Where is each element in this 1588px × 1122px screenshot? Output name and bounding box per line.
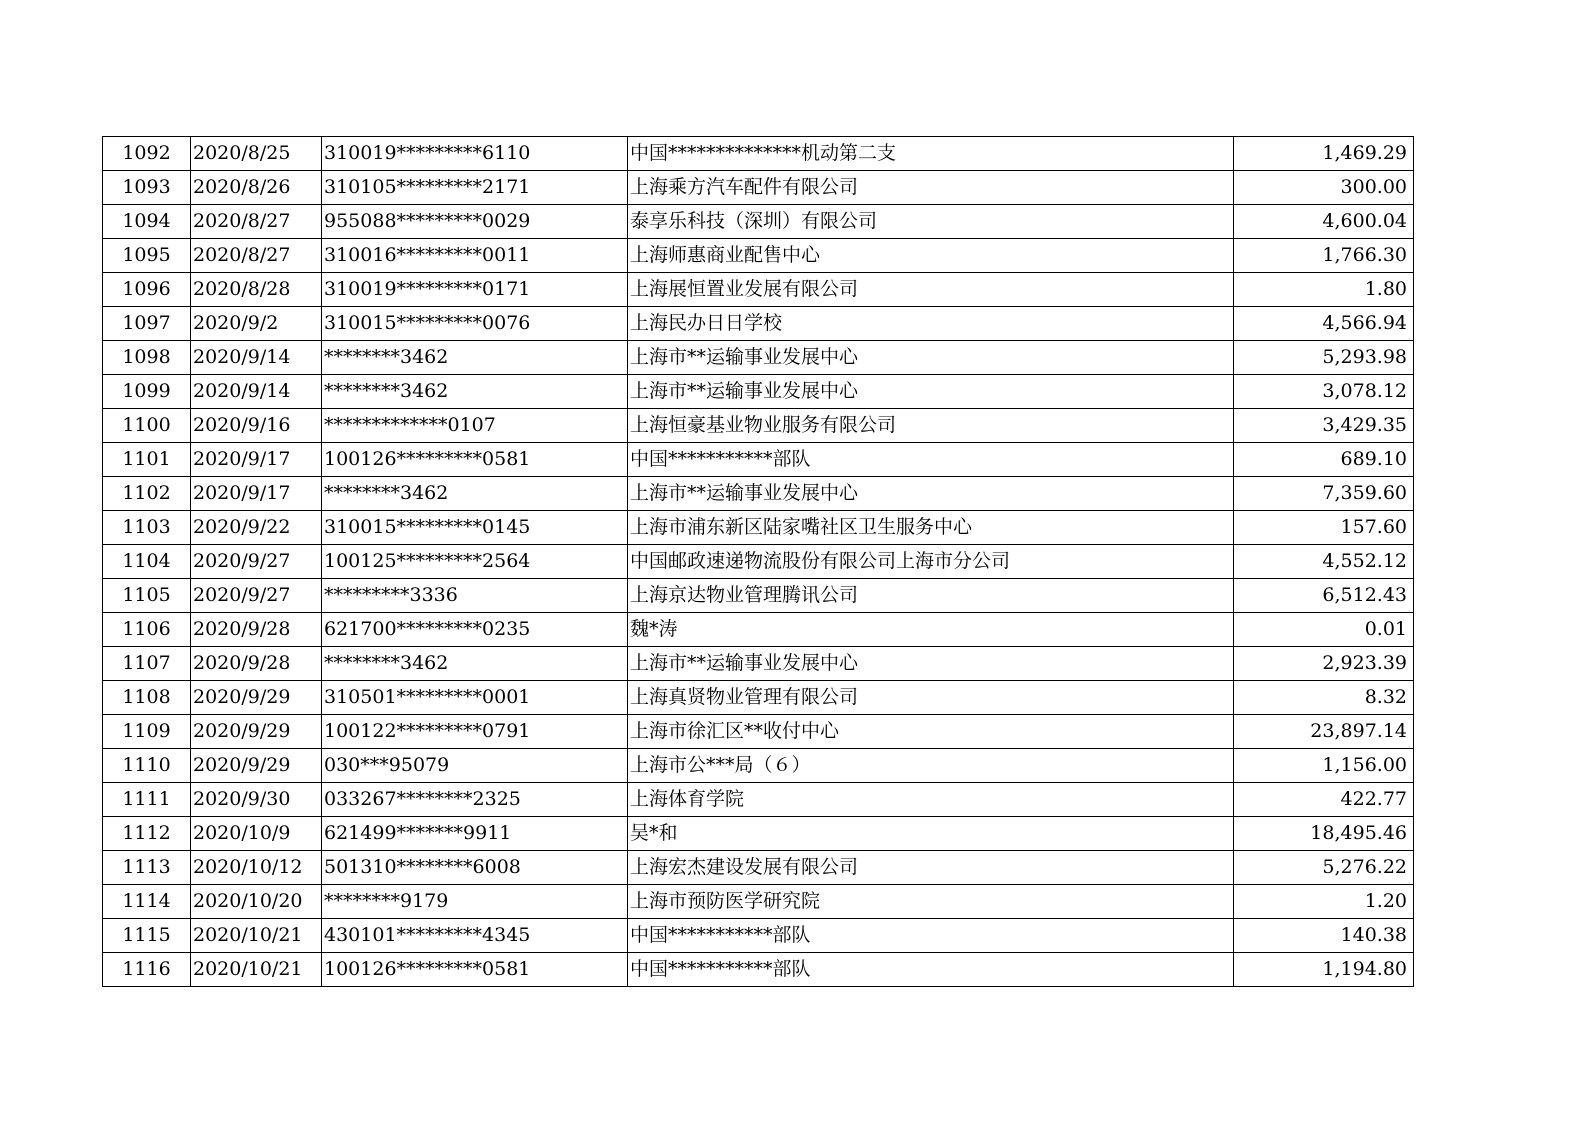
row-account: 621700*********0235 <box>322 613 628 647</box>
row-number: 1111 <box>103 783 191 817</box>
row-account: 310015*********0145 <box>322 511 628 545</box>
row-date: 2020/8/27 <box>191 205 322 239</box>
row-date: 2020/9/28 <box>191 613 322 647</box>
row-amount: 1,194.80 <box>1234 953 1414 987</box>
row-account: ********9179 <box>322 885 628 919</box>
row-date: 2020/9/29 <box>191 749 322 783</box>
row-payee: 上海市**运输事业发展中心 <box>628 477 1234 511</box>
row-account: 030***95079 <box>322 749 628 783</box>
row-payee: 上海师惠商业配售中心 <box>628 239 1234 273</box>
table-row <box>103 375 1414 409</box>
row-amount: 422.77 <box>1234 783 1414 817</box>
row-account: 033267********2325 <box>322 783 628 817</box>
row-payee: 中国**************机动第二支 <box>628 137 1234 171</box>
table-row <box>103 783 1414 817</box>
row-number: 1103 <box>103 511 191 545</box>
row-payee: 上海宏杰建设发展有限公司 <box>628 851 1234 885</box>
row-amount: 4,552.12 <box>1234 545 1414 579</box>
row-account: 310016*********0011 <box>322 239 628 273</box>
row-number: 1107 <box>103 647 191 681</box>
row-payee: 上海市预防医学研究院 <box>628 885 1234 919</box>
row-payee: 上海市**运输事业发展中心 <box>628 647 1234 681</box>
row-amount: 1,469.29 <box>1234 137 1414 171</box>
row-number: 1099 <box>103 375 191 409</box>
table-row <box>103 885 1414 919</box>
row-number: 1106 <box>103 613 191 647</box>
row-number: 1115 <box>103 919 191 953</box>
row-number: 1109 <box>103 715 191 749</box>
row-amount: 8.32 <box>1234 681 1414 715</box>
table-row <box>103 137 1414 171</box>
row-account: 310105*********2171 <box>322 171 628 205</box>
row-date: 2020/8/25 <box>191 137 322 171</box>
row-account: ********3462 <box>322 647 628 681</box>
table-row <box>103 205 1414 239</box>
row-number: 1092 <box>103 137 191 171</box>
table-row <box>103 749 1414 783</box>
row-date: 2020/10/9 <box>191 817 322 851</box>
table-row <box>103 273 1414 307</box>
row-account: 310019*********6110 <box>322 137 628 171</box>
row-number: 1096 <box>103 273 191 307</box>
table-row <box>103 307 1414 341</box>
table-row <box>103 715 1414 749</box>
row-amount: 3,429.35 <box>1234 409 1414 443</box>
table-row <box>103 171 1414 205</box>
row-account: 100122*********0791 <box>322 715 628 749</box>
row-amount: 4,600.04 <box>1234 205 1414 239</box>
row-account: 310015*********0076 <box>322 307 628 341</box>
row-payee: 中国***********部队 <box>628 443 1234 477</box>
row-amount: 1.20 <box>1234 885 1414 919</box>
table-row <box>103 443 1414 477</box>
row-number: 1100 <box>103 409 191 443</box>
row-amount: 1,766.30 <box>1234 239 1414 273</box>
row-payee: 上海市浦东新区陆家嘴社区卫生服务中心 <box>628 511 1234 545</box>
table-row <box>103 579 1414 613</box>
row-payee: 上海展恒置业发展有限公司 <box>628 273 1234 307</box>
row-payee: 中国***********部队 <box>628 919 1234 953</box>
row-amount: 5,293.98 <box>1234 341 1414 375</box>
row-date: 2020/10/21 <box>191 919 322 953</box>
row-account: 310019*********0171 <box>322 273 628 307</box>
table-row <box>103 409 1414 443</box>
row-date: 2020/9/29 <box>191 715 322 749</box>
row-payee: 上海恒豪基业物业服务有限公司 <box>628 409 1234 443</box>
row-number: 1104 <box>103 545 191 579</box>
table-row <box>103 613 1414 647</box>
row-account: 100126*********0581 <box>322 443 628 477</box>
row-date: 2020/9/14 <box>191 341 322 375</box>
row-amount: 4,566.94 <box>1234 307 1414 341</box>
row-payee: 魏*涛 <box>628 613 1234 647</box>
table-row <box>103 953 1414 987</box>
table-row <box>103 341 1414 375</box>
row-amount: 18,495.46 <box>1234 817 1414 851</box>
row-date: 2020/10/12 <box>191 851 322 885</box>
row-amount: 300.00 <box>1234 171 1414 205</box>
row-date: 2020/8/28 <box>191 273 322 307</box>
row-date: 2020/9/17 <box>191 443 322 477</box>
table-row <box>103 919 1414 953</box>
row-date: 2020/9/29 <box>191 681 322 715</box>
row-date: 2020/9/30 <box>191 783 322 817</box>
row-date: 2020/9/17 <box>191 477 322 511</box>
row-amount: 140.38 <box>1234 919 1414 953</box>
row-date: 2020/9/27 <box>191 579 322 613</box>
row-payee: 中国***********部队 <box>628 953 1234 987</box>
row-date: 2020/9/2 <box>191 307 322 341</box>
ledger-body <box>103 137 1414 987</box>
row-payee: 上海真贤物业管理有限公司 <box>628 681 1234 715</box>
row-number: 1108 <box>103 681 191 715</box>
row-number: 1093 <box>103 171 191 205</box>
table-row <box>103 477 1414 511</box>
table-row <box>103 851 1414 885</box>
row-payee: 上海民办日日学校 <box>628 307 1234 341</box>
row-payee: 上海市徐汇区**收付中心 <box>628 715 1234 749</box>
row-account: 955088*********0029 <box>322 205 628 239</box>
row-date: 2020/9/14 <box>191 375 322 409</box>
row-account: ********3462 <box>322 341 628 375</box>
row-number: 1116 <box>103 953 191 987</box>
row-account: *********3336 <box>322 579 628 613</box>
row-amount: 1.80 <box>1234 273 1414 307</box>
row-number: 1110 <box>103 749 191 783</box>
row-amount: 2,923.39 <box>1234 647 1414 681</box>
row-number: 1094 <box>103 205 191 239</box>
row-amount: 5,276.22 <box>1234 851 1414 885</box>
row-payee: 泰享乐科技（深圳）有限公司 <box>628 205 1234 239</box>
row-amount: 689.10 <box>1234 443 1414 477</box>
row-number: 1113 <box>103 851 191 885</box>
row-account: ********3462 <box>322 477 628 511</box>
row-date: 2020/9/27 <box>191 545 322 579</box>
row-amount: 6,512.43 <box>1234 579 1414 613</box>
row-amount: 7,359.60 <box>1234 477 1414 511</box>
row-account: 501310********6008 <box>322 851 628 885</box>
row-number: 1112 <box>103 817 191 851</box>
row-account: *************0107 <box>322 409 628 443</box>
row-payee: 上海体育学院 <box>628 783 1234 817</box>
row-payee: 上海市公***局（６） <box>628 749 1234 783</box>
table-row <box>103 681 1414 715</box>
row-payee: 上海京达物业管理腾讯公司 <box>628 579 1234 613</box>
row-payee: 上海市**运输事业发展中心 <box>628 341 1234 375</box>
row-number: 1095 <box>103 239 191 273</box>
ledger-table <box>102 136 1414 987</box>
row-payee: 上海市**运输事业发展中心 <box>628 375 1234 409</box>
row-payee: 中国邮政速递物流股份有限公司上海市分公司 <box>628 545 1234 579</box>
row-amount: 23,897.14 <box>1234 715 1414 749</box>
row-payee: 上海乘方汽车配件有限公司 <box>628 171 1234 205</box>
row-amount: 1,156.00 <box>1234 749 1414 783</box>
row-date: 2020/10/20 <box>191 885 322 919</box>
table-row <box>103 545 1414 579</box>
row-account: 100125*********2564 <box>322 545 628 579</box>
row-number: 1114 <box>103 885 191 919</box>
table-row <box>103 817 1414 851</box>
row-amount: 157.60 <box>1234 511 1414 545</box>
row-amount: 0.01 <box>1234 613 1414 647</box>
row-number: 1102 <box>103 477 191 511</box>
row-number: 1105 <box>103 579 191 613</box>
row-date: 2020/9/16 <box>191 409 322 443</box>
row-number: 1101 <box>103 443 191 477</box>
table-row <box>103 647 1414 681</box>
row-date: 2020/10/21 <box>191 953 322 987</box>
row-account: ********3462 <box>322 375 628 409</box>
row-account: 430101*********4345 <box>322 919 628 953</box>
row-date: 2020/8/26 <box>191 171 322 205</box>
row-payee: 吴*和 <box>628 817 1234 851</box>
table-row <box>103 511 1414 545</box>
row-amount: 3,078.12 <box>1234 375 1414 409</box>
table-row <box>103 239 1414 273</box>
row-account: 100126*********0581 <box>322 953 628 987</box>
row-account: 310501*********0001 <box>322 681 628 715</box>
row-account: 621499*******9911 <box>322 817 628 851</box>
row-date: 2020/9/28 <box>191 647 322 681</box>
row-date: 2020/8/27 <box>191 239 322 273</box>
row-number: 1098 <box>103 341 191 375</box>
row-number: 1097 <box>103 307 191 341</box>
row-date: 2020/9/22 <box>191 511 322 545</box>
